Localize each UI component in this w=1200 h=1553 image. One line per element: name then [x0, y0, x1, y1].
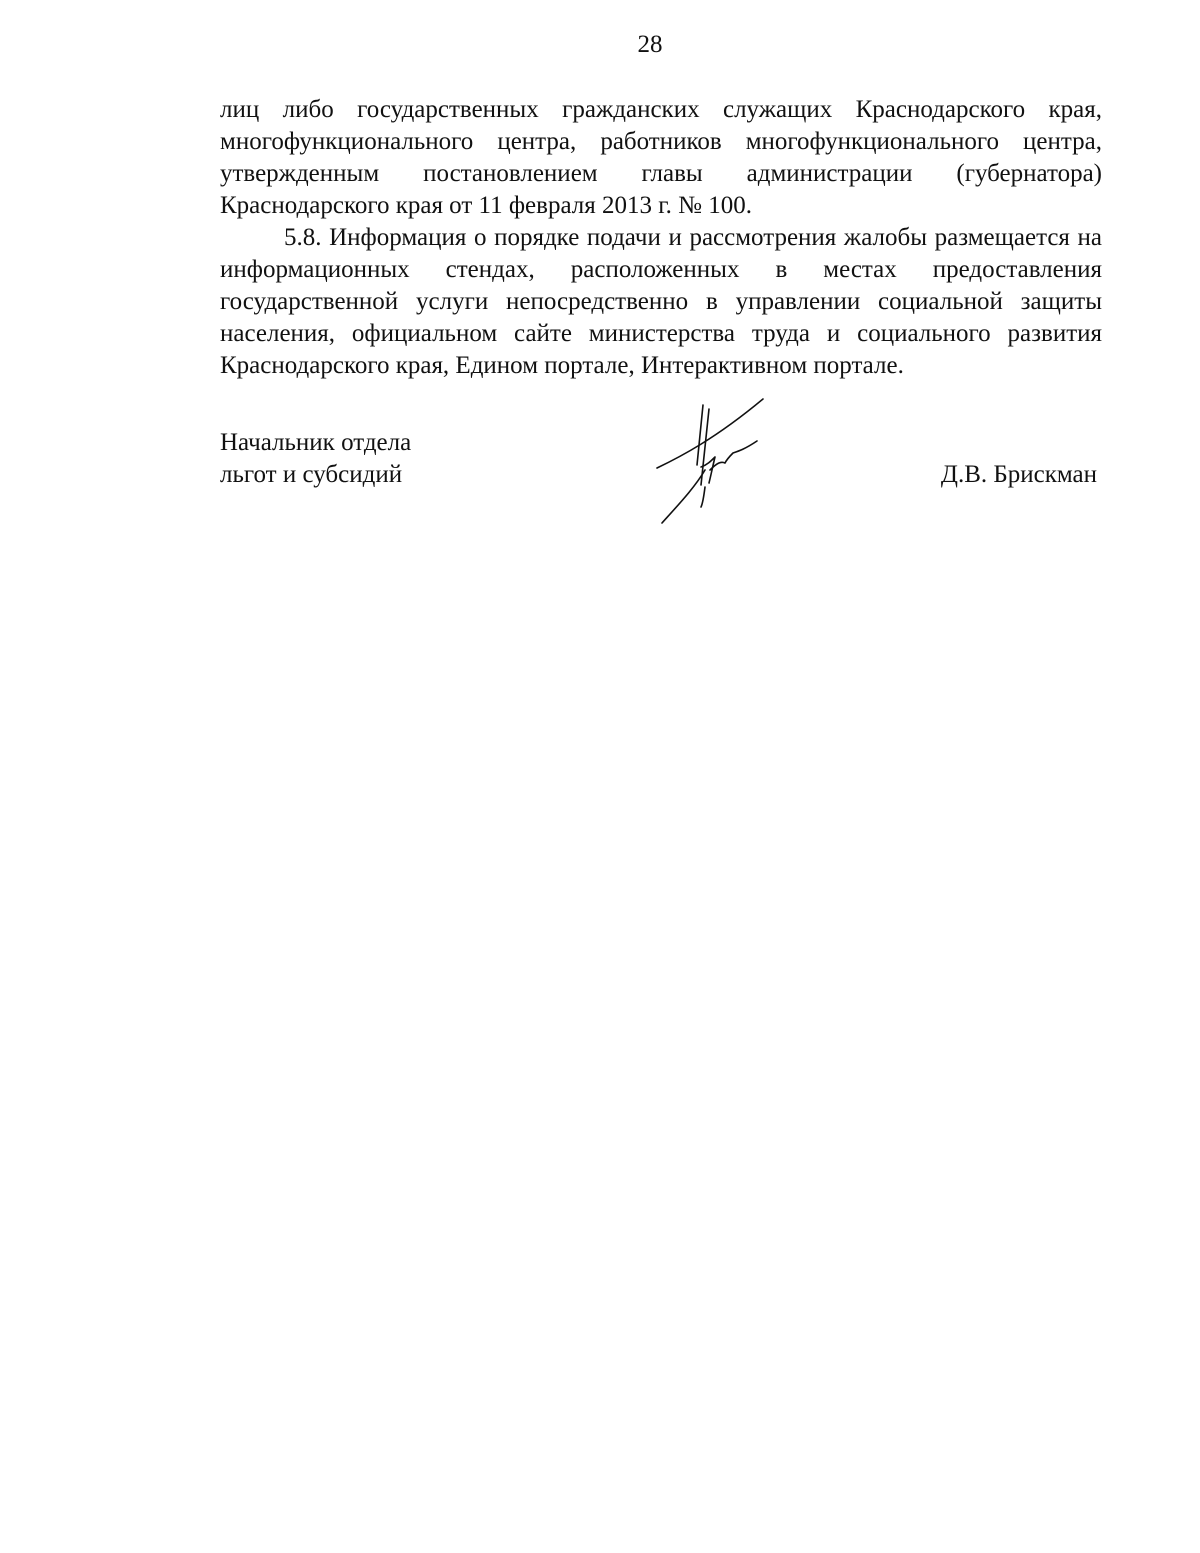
page-number: 28	[637, 31, 663, 58]
document-body	[220, 94, 1102, 382]
signatory-position	[220, 427, 411, 491]
signatory-name: Д.В. Брискман	[940, 461, 1097, 488]
handwritten-signature	[655, 395, 770, 530]
signatory-position-line-1: Начальник отдела	[220, 429, 412, 456]
signatory-position-line-2: льгот и субсидий	[220, 461, 403, 488]
paragraph-5-8: 5.8. Информация о порядке подачи и рассмотрения жалобы размещается на информационных стендах, расположенных в местах предоставления государственной услуги непосредственно в управлении социальной защиты населения, официальном сайте министерства труда и социального развития Краснодарского края, Едином портале, Интерактивном портале.	[220, 224, 1102, 379]
paragraph-continuation: лиц либо государственных гражданских служащих Краснодарского края, многофункционального центра, работников многофункционального центра, утвержденным постановлением главы администрации (губернатора) Краснодарского края от 11 февраля 2013 г. № 100.	[220, 96, 1102, 219]
